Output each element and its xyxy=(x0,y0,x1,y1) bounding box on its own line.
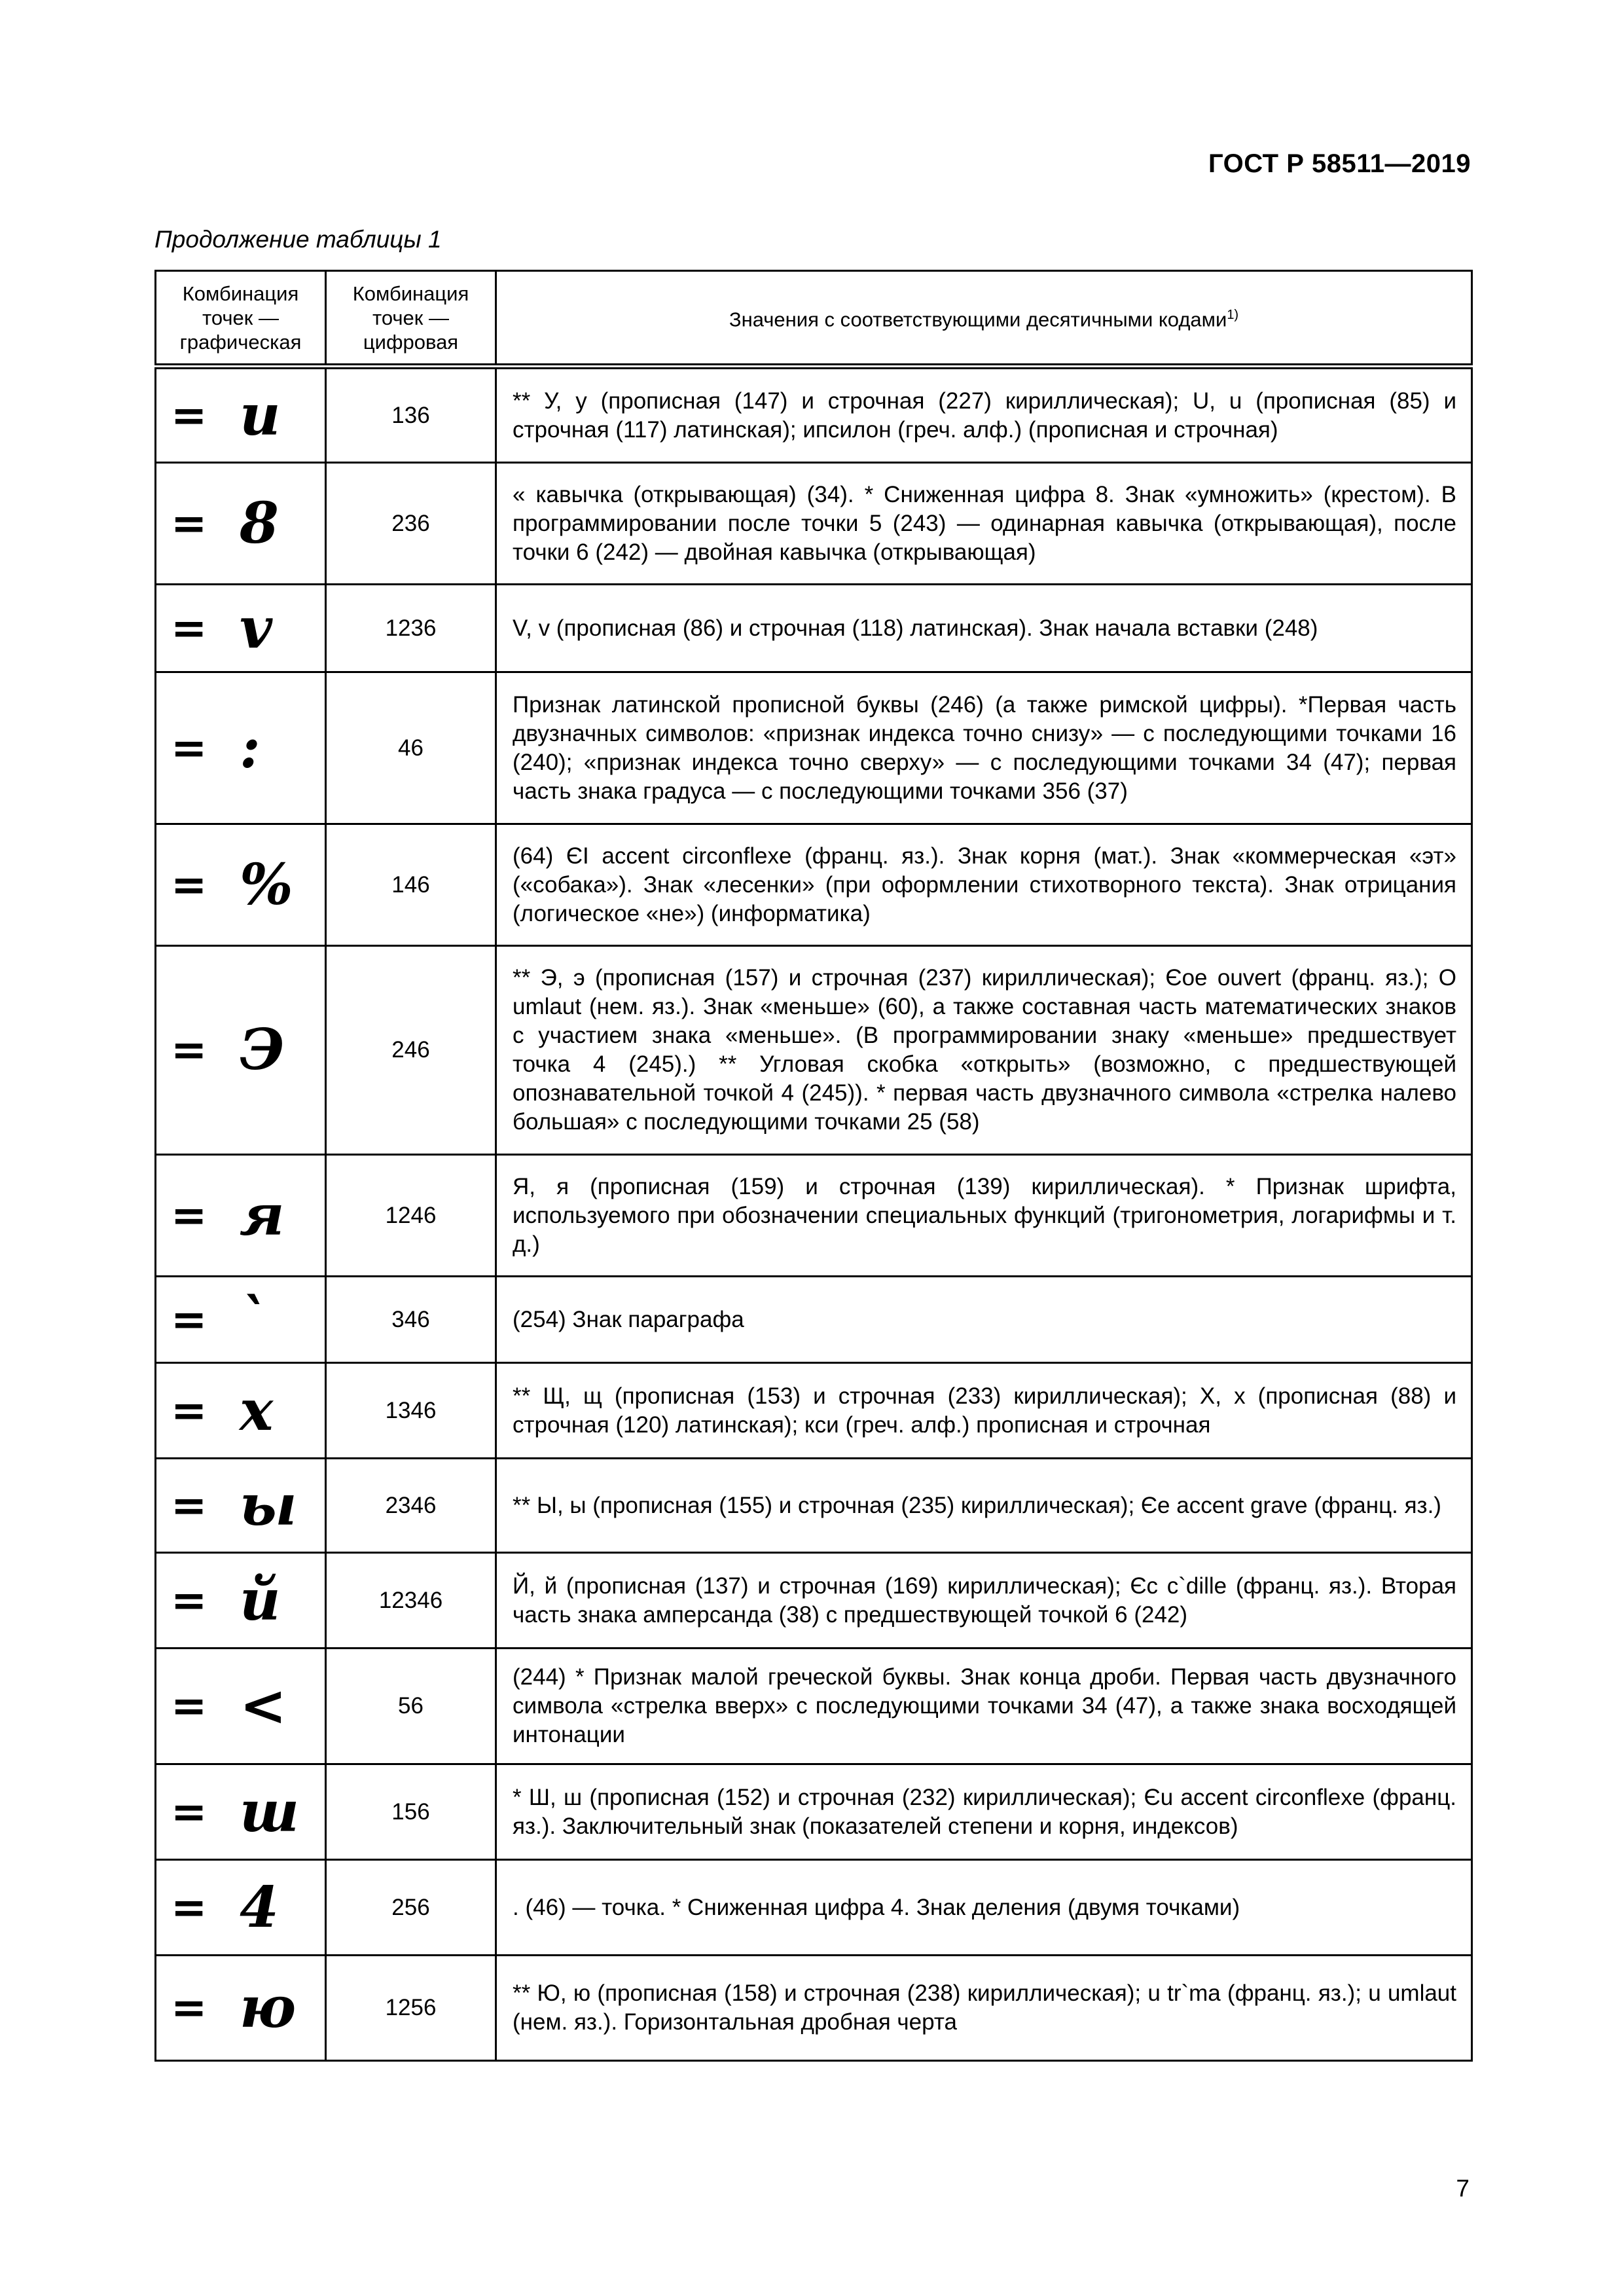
digital-combination-cell: 146 xyxy=(326,824,496,946)
meaning-cell: ** У, у (прописная (147) и строчная (227) кириллическая); U, u (прописная (85) и строчная (117) латинская); ипсилон (греч. алф.) (прописная и строчная) xyxy=(496,367,1472,463)
digital-combination-cell: 2346 xyxy=(326,1459,496,1553)
symbol-prefix: = xyxy=(171,722,208,773)
table-row xyxy=(156,1649,1472,1764)
symbol-glyph: Э xyxy=(240,1017,285,1083)
symbol-prefix: = xyxy=(171,1882,208,1933)
graphic-combination-cell xyxy=(156,1956,326,2061)
table-row xyxy=(156,367,1472,463)
digital-combination-cell: 346 xyxy=(326,1277,496,1363)
meaning-cell: Признак латинской прописной буквы (246) (а также римской цифры). *Первая часть двузначных символов: «признак индекса точно снизу» — с последующими точками 16 (240); «признак индекса точно сверху» — с последующими точками 34 (47); первая часть знака градуса — с последующими точками 356 (37) xyxy=(496,672,1472,824)
symbol-glyph: я xyxy=(240,1182,285,1248)
graphic-combination-cell xyxy=(156,672,326,824)
meaning-cell: (244) * Признак малой греческой буквы. Знак конца дроби. Первая часть двузначного символа «стрелка вверх» с последующими точками 34 (47), а также знака восходящей интонации xyxy=(496,1649,1472,1764)
symbol-prefix: = xyxy=(171,1786,208,1837)
symbol-prefix: = xyxy=(171,1681,208,1731)
table-row xyxy=(156,946,1472,1155)
symbol-prefix: = xyxy=(171,1385,208,1436)
graphic-combination-cell xyxy=(156,1277,326,1363)
graphic-combination-symbol xyxy=(171,1377,325,1444)
digital-combination-cell: 56 xyxy=(326,1649,496,1764)
graphic-combination-cell xyxy=(156,1860,326,1956)
graphic-combination-symbol xyxy=(171,851,325,918)
table-row xyxy=(156,585,1472,672)
table-row xyxy=(156,1277,1472,1363)
table-row xyxy=(156,1764,1472,1860)
symbol-glyph: ю xyxy=(240,1975,297,2041)
graphic-combination-cell xyxy=(156,824,326,946)
table-row xyxy=(156,1553,1472,1649)
symbol-prefix: = xyxy=(171,1025,208,1075)
graphic-combination-symbol xyxy=(171,594,325,661)
symbol-prefix: = xyxy=(171,1575,208,1626)
table-row xyxy=(156,1860,1472,1956)
graphic-combination-cell xyxy=(156,1764,326,1860)
table-row xyxy=(156,463,1472,585)
graphic-combination-symbol xyxy=(171,1567,325,1633)
symbol-glyph: x xyxy=(240,1377,274,1444)
graphic-combination-symbol xyxy=(171,382,325,448)
header-digital-combination: Комбинация точек — цифровая xyxy=(326,271,496,367)
symbol-prefix: = xyxy=(171,1480,208,1531)
table-caption: Продолжение таблицы 1 xyxy=(154,226,442,253)
meaning-cell: . (46) — точка. * Сниженная цифра 4. Знак деления (двумя точками) xyxy=(496,1860,1472,1956)
graphic-combination-symbol xyxy=(171,490,325,556)
digital-combination-cell: 1236 xyxy=(326,585,496,672)
table-row xyxy=(156,1363,1472,1459)
table-row xyxy=(156,1155,1472,1277)
symbol-glyph: ` xyxy=(240,1286,268,1353)
symbol-prefix: = xyxy=(171,1982,208,2033)
graphic-combination-symbol xyxy=(171,1975,325,2041)
table-row xyxy=(156,672,1472,824)
graphic-combination-symbol xyxy=(171,1874,325,1941)
symbol-glyph: < xyxy=(240,1673,287,1739)
symbol-glyph: й xyxy=(240,1567,281,1633)
digital-combination-cell: 246 xyxy=(326,946,496,1155)
graphic-combination-cell xyxy=(156,463,326,585)
graphic-combination-symbol xyxy=(171,1182,325,1248)
graphic-combination-symbol xyxy=(171,1673,325,1739)
header-meanings-text: Значения с соответствующими десятичными кодами xyxy=(729,308,1227,331)
braille-table xyxy=(154,270,1473,2062)
digital-combination-cell: 156 xyxy=(326,1764,496,1860)
meaning-cell: (64) ЄI accent circonflexe (франц. яз.). Знак корня (мат.). Знак «коммерческая «эт» («собака»). Знак «лесенки» (при оформлении стихотворного текста). Знак отрицания (логическое «не») (информатика) xyxy=(496,824,1472,946)
graphic-combination-cell xyxy=(156,585,326,672)
symbol-glyph: % xyxy=(240,851,293,918)
meaning-cell: ** Ю, ю (прописная (158) и строчная (238) кириллическая); u tr`ma (франц. яз.); u umlaut (нем. яз.). Горизонтальная дробная черта xyxy=(496,1956,1472,2061)
symbol-prefix: = xyxy=(171,859,208,910)
digital-combination-cell: 1346 xyxy=(326,1363,496,1459)
digital-combination-cell: 12346 xyxy=(326,1553,496,1649)
footnote-marker: 1) xyxy=(1227,308,1239,323)
graphic-combination-cell xyxy=(156,1459,326,1553)
graphic-combination-symbol xyxy=(171,1017,325,1083)
symbol-glyph: ш xyxy=(240,1778,299,1845)
header-graphic-combination: Комбинация точек — графическая xyxy=(156,271,326,367)
symbol-prefix: = xyxy=(171,390,208,441)
symbol-glyph: 4 xyxy=(240,1874,279,1941)
meaning-cell: ** Э, э (прописная (157) и строчная (237) кириллическая); Єoe ouvert (франц. яз.); O umlaut (нем. яз.). Знак «меньше» (60), а также составная часть математических знаков с участием знака «меньше». (В программировании знаку «меньше» предшествует точка 4 (245).) ** Угловая скобка «открыть» (возможно, с предшествующей опознавательной точкой 4 (245)). * первая часть двузначного символа «стрелка налево большая» с последующими точками 25 (58) xyxy=(496,946,1472,1155)
symbol-glyph: u xyxy=(240,382,281,448)
digital-combination-cell: 1246 xyxy=(326,1155,496,1277)
meaning-cell: (254) Знак параграфа xyxy=(496,1277,1472,1363)
symbol-prefix: = xyxy=(171,1190,208,1241)
table-row xyxy=(156,1459,1472,1553)
digital-combination-cell: 256 xyxy=(326,1860,496,1956)
graphic-combination-symbol xyxy=(171,1286,325,1353)
symbol-glyph: : xyxy=(240,714,261,781)
document-header: ГОСТ Р 58511—2019 xyxy=(1208,149,1471,178)
graphic-combination-cell xyxy=(156,1363,326,1459)
graphic-combination-cell xyxy=(156,1553,326,1649)
graphic-combination-symbol xyxy=(171,1778,325,1845)
digital-combination-cell: 136 xyxy=(326,367,496,463)
digital-combination-cell: 236 xyxy=(326,463,496,585)
graphic-combination-symbol xyxy=(171,1472,325,1539)
symbol-prefix: = xyxy=(171,1294,208,1345)
symbol-glyph: 8 xyxy=(240,490,279,556)
table-row xyxy=(156,824,1472,946)
meaning-cell: ** Щ, щ (прописная (153) и строчная (233) кириллическая); X, x (прописная (88) и строчная (120) латинская); кси (греч. алф.) прописная и строчная xyxy=(496,1363,1472,1459)
meaning-cell: V, v (прописная (86) и строчная (118) латинская). Знак начала вставки (248) xyxy=(496,585,1472,672)
digital-combination-cell: 1256 xyxy=(326,1956,496,2061)
graphic-combination-cell xyxy=(156,946,326,1155)
page-number: 7 xyxy=(1456,2175,1470,2202)
meaning-cell: Я, я (прописная (159) и строчная (139) кириллическая). * Признак шрифта, используемого при обозначении специальных функций (тригонометрия, логарифмы и т. д.) xyxy=(496,1155,1472,1277)
table-row xyxy=(156,1956,1472,2061)
table-header-row xyxy=(156,271,1472,367)
symbol-prefix: = xyxy=(171,498,208,549)
table-body xyxy=(156,367,1472,2061)
graphic-combination-cell xyxy=(156,1155,326,1277)
graphic-combination-symbol xyxy=(171,714,325,781)
meaning-cell: ** Ы, ы (прописная (155) и строчная (235) кириллическая); Єe accent grave (франц. яз.) xyxy=(496,1459,1472,1553)
symbol-glyph: ы xyxy=(240,1472,297,1539)
meaning-cell: Й, й (прописная (137) и строчная (169) кириллическая); Єc c`dille (франц. яз.). Вторая часть знака амперсанда (38) с предшествующей точкой 6 (242) xyxy=(496,1553,1472,1649)
meaning-cell: « кавычка (открывающая) (34). * Сниженная цифра 8. Знак «умножить» (крестом). В программировании после точки 5 (243) — одинарная кавычка (открывающая), после точки 6 (242) — двойная кавычка (открывающая) xyxy=(496,463,1472,585)
graphic-combination-cell xyxy=(156,367,326,463)
graphic-combination-cell xyxy=(156,1649,326,1764)
digital-combination-cell: 46 xyxy=(326,672,496,824)
symbol-glyph: v xyxy=(240,594,272,661)
header-meanings xyxy=(496,271,1472,367)
meaning-cell: * Ш, ш (прописная (152) и строчная (232) кириллическая); Єu accent circonflexe (франц. яз.). Заключительный знак (показателей степени и корня, индексов) xyxy=(496,1764,1472,1860)
symbol-prefix: = xyxy=(171,602,208,653)
